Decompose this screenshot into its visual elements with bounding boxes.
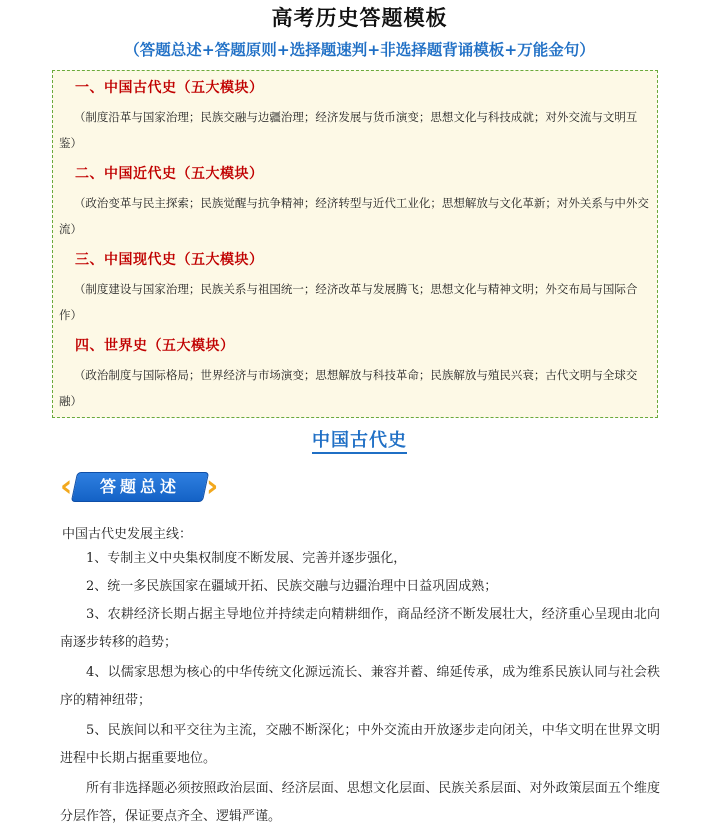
module-heading-ancient: 一、中国古代史（五大模块） [75,80,264,96]
module-heading-world: 四、世界史（五大模块） [75,338,235,354]
chevron-left-icon: ‹ [60,469,73,504]
mainline-point-5: 5、民族间以和平交往为主流，交融不断深化；中外交流由开放逐步走向闭关，中华文明在世界文明进程中长期占据重要地位。 [60,723,660,766]
section-title [0,426,719,452]
module-heading-modern: 二、中国近代史（五大模块） [75,166,264,182]
mainline-point-1: 1、专制主义中央集权制度不断发展、完善并逐步强化， [86,551,407,566]
module-desc-contemporary: （制度建设与国家治理；民族关系与祖国统一；经济改革与发展腾飞；思想文化与精神文明；外交布局与国际合作） [59,282,638,322]
answer-requirement-note: 所有非选择题必须按照政治层面、经济层面、思想文化层面、民族关系层面、对外政策层面五个维度分层作答，保证要点齐全、逻辑严谨。 [60,781,660,824]
section-title-text: 中国古代史 [312,430,407,454]
banner-label: 答题总述 [99,477,180,496]
mainline-point-2: 2、统一多民族国家在疆域开拓、民族交融与边疆治理中日益巩固成熟； [86,579,498,594]
mainline-label: 中国古代史发展主线： [62,527,193,542]
module-desc-modern: （政治变革与民主探索；民族觉醒与抗争精神；经济转型与近代工业化；思想解放与文化革新；对外关系与中外交流） [59,196,649,236]
module-desc-world: （政治制度与国际格局；世界经济与市场演变；思想解放与科技革命；民族解放与殖民兴衰；古代文明与全球交融） [59,368,638,408]
answer-overview-banner [60,470,220,504]
page-subtitle: （答题总述+答题原则+选择题速判+非选择题背诵模板+万能金句） [124,41,595,59]
mainline-point-4: 4、以儒家思想为核心的中华传统文化源远流长、兼容并蓄、绵延传承，成为维系民族认同与社会秩序的精神纽带； [60,665,660,708]
chevron-right-icon: › [206,469,219,504]
module-summary-box [52,70,658,418]
mainline-point-3: 3、农耕经济长期占据主导地位并持续走向精耕细作，商品经济不断发展壮大，经济重心呈现由北向南逐步转移的趋势； [60,607,660,650]
module-heading-contemporary: 三、中国现代史（五大模块） [75,252,264,268]
module-desc-ancient: （制度沿革与国家治理；民族交融与边疆治理；经济发展与货币演变；思想文化与科技成就；对外交流与文明互鉴） [59,110,638,150]
page-title: 高考历史答题模板 [271,6,448,30]
